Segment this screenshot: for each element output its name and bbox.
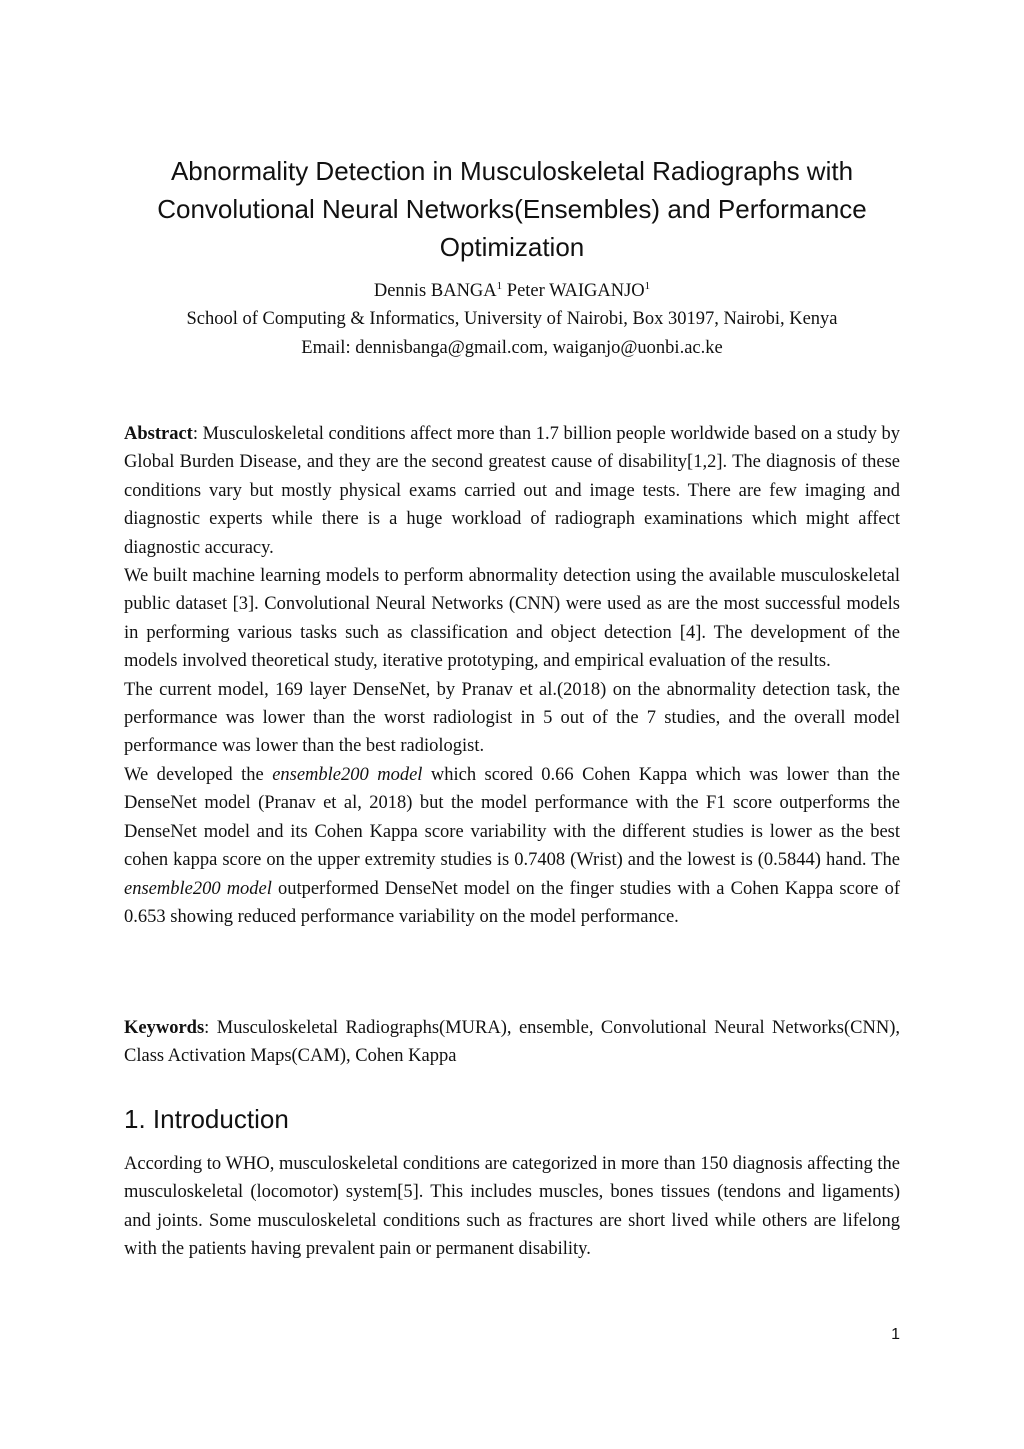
abstract-text-4a: We developed the (124, 764, 273, 785)
model-name-emphasis: ensemble200 model (272, 764, 423, 785)
title-line-2: Convolutional Neural Networks(Ensembles) and Performance (157, 194, 867, 224)
introduction-section (124, 1150, 900, 1264)
email-label: Email: (301, 338, 356, 358)
keywords-section (124, 1014, 900, 1071)
introduction-paragraph-1: According to WHO, musculoskeletal conditions are categorized in more than 150 diagnosis affecting the musculoskeletal (locomotor) system[5]. This includes muscles, bones tissues (tendons and ligaments) and joints. Some musculoskeletal conditions such as fractures are short lived while others are lifelong with the patients having prevalent pain or permanent disability. (124, 1154, 900, 1260)
affiliation: School of Computing & Informatics, University of Nairobi, Box 30197, Nairobi, Kenya (186, 309, 838, 329)
keywords-paragraph (124, 1014, 900, 1071)
abstract-section (124, 420, 900, 931)
model-name-emphasis: ensemble200 model (124, 878, 272, 899)
keywords-text: : Musculoskeletal Radiographs(MURA), ensemble, Convolutional Neural Networks(CNN), Class Activation Maps(CAM), Cohen Kappa (124, 1018, 900, 1067)
page-number: 1 (891, 1326, 900, 1343)
abstract-text-4c: outperformed DenseNet model on the finger studies with a Cohen Kappa score of 0.653 showing reduced performance variability on the model performance. (124, 878, 900, 927)
author-line (0, 279, 1024, 303)
abstract-label: Abstract (124, 424, 193, 444)
abstract-paragraph-4 (124, 761, 900, 931)
email-line (0, 336, 1024, 360)
email-addresses: dennisbanga@gmail.com, waiganjo@uonbi.ac.ke (355, 338, 723, 358)
section-heading-introduction: 1. Introduction (124, 1104, 289, 1134)
author-2-affiliation-mark: 1 (644, 280, 651, 292)
author-1-name: Dennis BANGA (373, 281, 497, 301)
abstract-text-4b: which scored 0.66 Cohen Kappa which was lower than the DenseNet model (Pranav et al, 2018) but the model performance with the F1 score outperforms the DenseNet model and its Cohen Kappa score variability with the different studies is lower as the best cohen kappa score on the upper extremity studies is 0.7408 (Wrist) and the lowest is (0.5844) hand. The (124, 764, 900, 871)
author-1-affiliation-mark: 1 (496, 280, 503, 292)
abstract-text-1: : Musculoskeletal conditions affect more than 1.7 billion people worldwide based on a study by Global Burden Disease, and they are the second greatest cause of disability[1,2]. The diagnosis of these conditions vary but mostly physical exams carried out and image tests. There are few imaging and diagnostic experts while there is a huge workload of radiograph examinations which might affect diagnostic accuracy. (124, 424, 900, 558)
keywords-label: Keywords (124, 1018, 205, 1038)
title-line-1: Abnormality Detection in Musculoskeletal Radiographs with (170, 156, 854, 186)
paper-title (100, 152, 924, 266)
author-2-name: Peter WAIGANJO (502, 281, 645, 301)
abstract-paragraph-1 (124, 420, 900, 562)
title-line-3: Optimization (439, 232, 585, 262)
abstract-paragraph-2: We built machine learning models to perform abnormality detection using the available musculoskeletal public dataset [3]. Convolutional Neural Networks (CNN) were used as are the most successful models in performing various tasks such as classification and object detection [4]. The development of the models involved theoretical study, iterative prototyping, and empirical evaluation of the results. (124, 566, 900, 672)
abstract-paragraph-3: The current model, 169 layer DenseNet, by Pranav et al.(2018) on the abnormality detection task, the performance was lower than the worst radiologist in 5 out of the 7 studies, and the overall model performance was lower than the best radiologist. (124, 679, 900, 757)
